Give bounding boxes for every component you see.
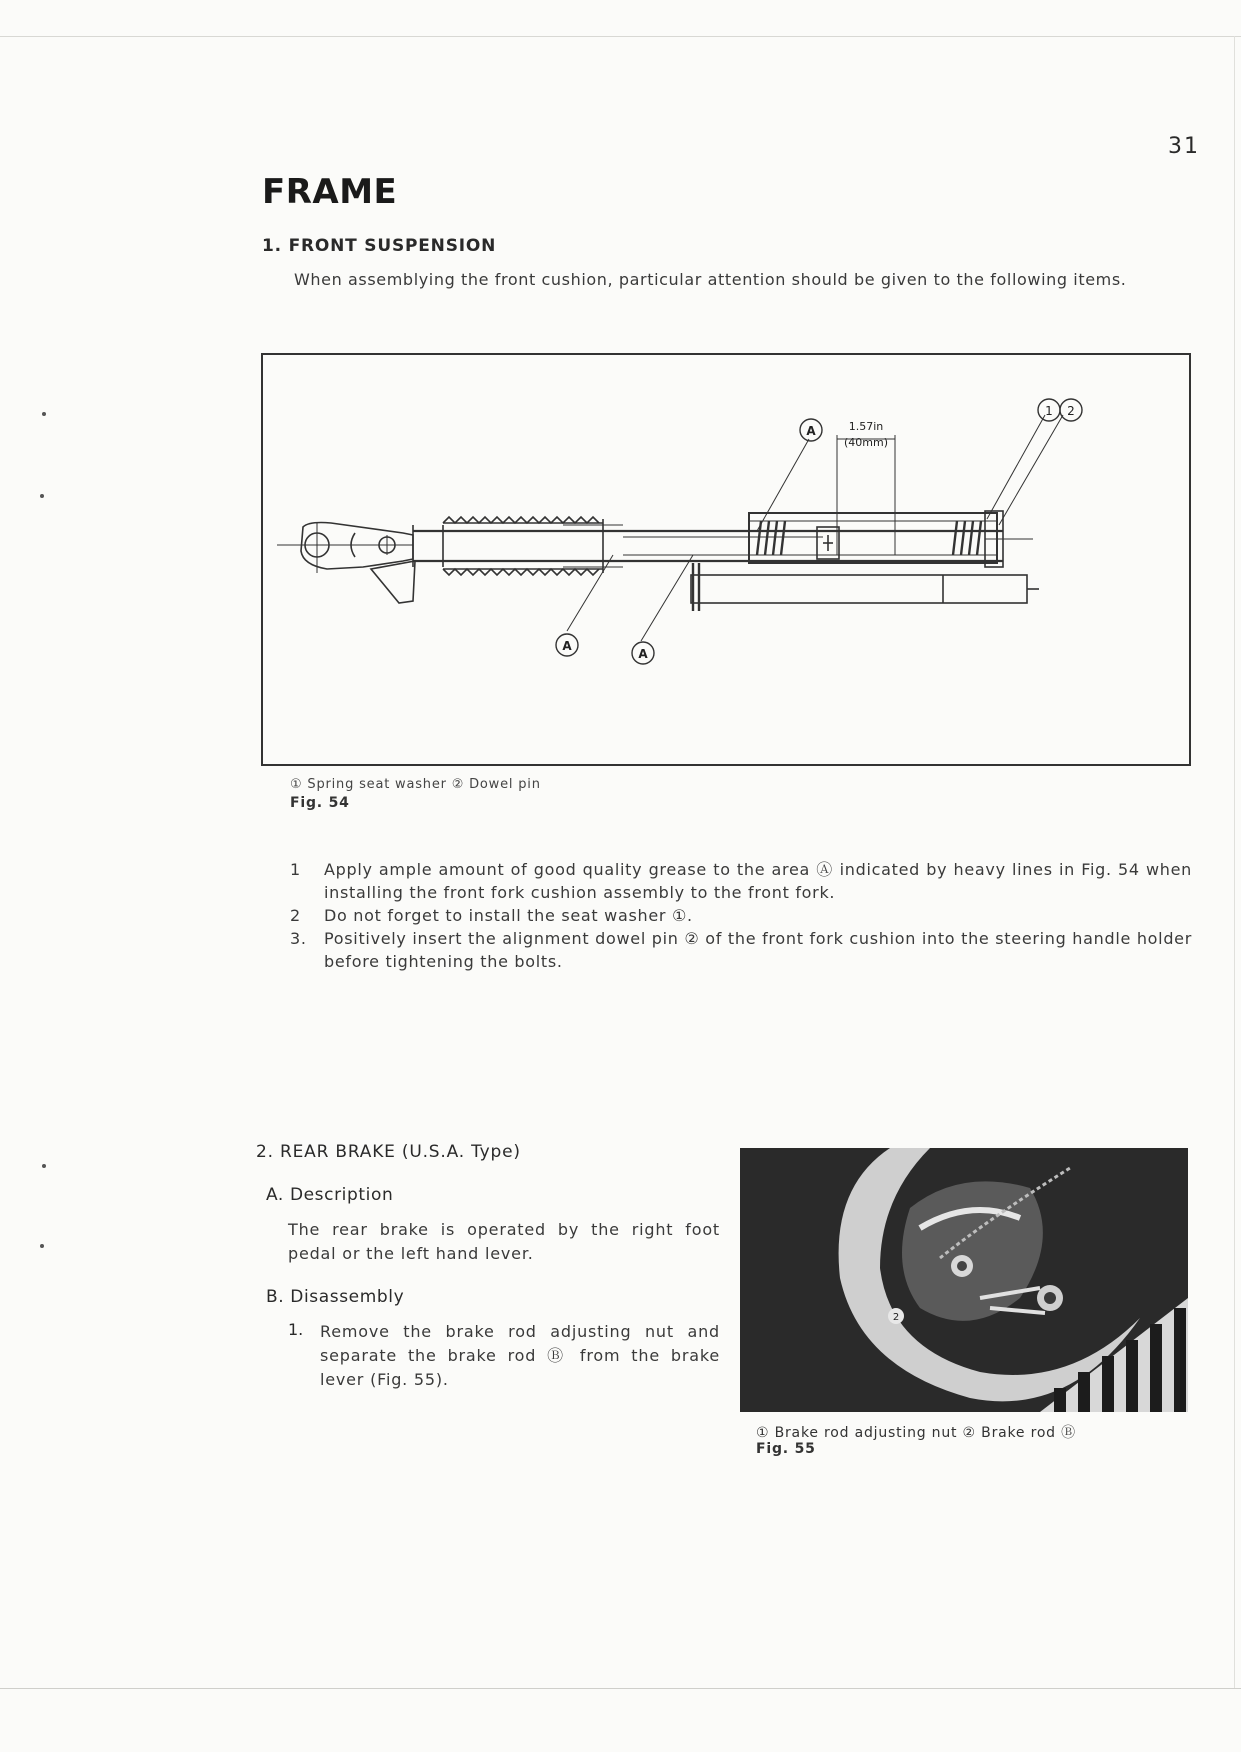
disassembly-step-text: Remove the brake rod adjusting nut and separate the brake rod Ⓑ from the brake lever (Fig. 55). — [320, 1322, 720, 1389]
step-number: 1 — [290, 860, 301, 879]
assembly-steps — [290, 858, 1192, 973]
scan-speck — [40, 494, 44, 498]
step-number: 3. — [290, 929, 307, 948]
description-text: The rear brake is operated by the right foot pedal or the left hand lever. — [288, 1220, 720, 1263]
section-intro: When assemblying the front cushion, particular attention should be given to the following items. — [294, 270, 1127, 289]
page-title: FRAME — [262, 172, 398, 212]
fig54-dim-mm: (40mm) — [843, 436, 889, 449]
fork-cushion-diagram — [263, 355, 1189, 764]
fig54-label-2: 2 — [1067, 404, 1075, 418]
step-text: Do not forget to install the seat washer ①. — [324, 906, 693, 925]
fig54-label-a-left: A — [562, 639, 572, 653]
fig54-dim-inch: 1.57in — [848, 420, 884, 433]
fig54-drawing — [261, 353, 1191, 766]
top-rule — [0, 36, 1241, 37]
section-heading-front-suspension: 1. FRONT SUSPENSION — [262, 236, 497, 256]
disassembly-step-number: 1. — [288, 1320, 304, 1339]
fig54-label-a-top: A — [806, 424, 816, 438]
scan-speck — [42, 1164, 46, 1168]
fig54-label-a-right: A — [638, 647, 648, 661]
subheading-disassembly: B. Disassembly — [266, 1287, 405, 1307]
step-number: 2 — [290, 906, 301, 925]
step-item — [290, 904, 1192, 927]
bottom-rule — [0, 1688, 1241, 1689]
fig54-label-1: 1 — [1045, 404, 1053, 418]
brake-drum-photo — [740, 1148, 1188, 1412]
scan-speck — [42, 412, 46, 416]
section-heading-rear-brake: 2. REAR BRAKE (U.S.A. Type) — [256, 1142, 521, 1162]
step-item — [290, 927, 1192, 973]
fig55-brake-photo — [740, 1148, 1188, 1412]
step-text: Positively insert the alignment dowel pin ② of the front fork cushion into the steering handle holder before tightening the bolts. — [324, 929, 1192, 971]
fig54-label: Fig. 54 — [290, 795, 350, 811]
photo-label-2: 2 — [892, 1312, 900, 1323]
right-rule — [1234, 36, 1235, 1688]
fig55-caption: ① Brake rod adjusting nut ② Brake rod Ⓑ — [756, 1425, 1076, 1441]
subheading-description: A. Description — [266, 1185, 394, 1205]
step-text: Apply ample amount of good quality grease to the area Ⓐ indicated by heavy lines in Fig. 54 when installing the front fork cushion assembly to the front fork. — [324, 860, 1192, 902]
page-number: 31 — [1168, 134, 1200, 159]
step-item — [290, 858, 1192, 904]
fig54-caption: ① Spring seat washer ② Dowel pin — [290, 777, 541, 792]
fig55-label: Fig. 55 — [756, 1441, 816, 1457]
scan-speck — [40, 1244, 44, 1248]
